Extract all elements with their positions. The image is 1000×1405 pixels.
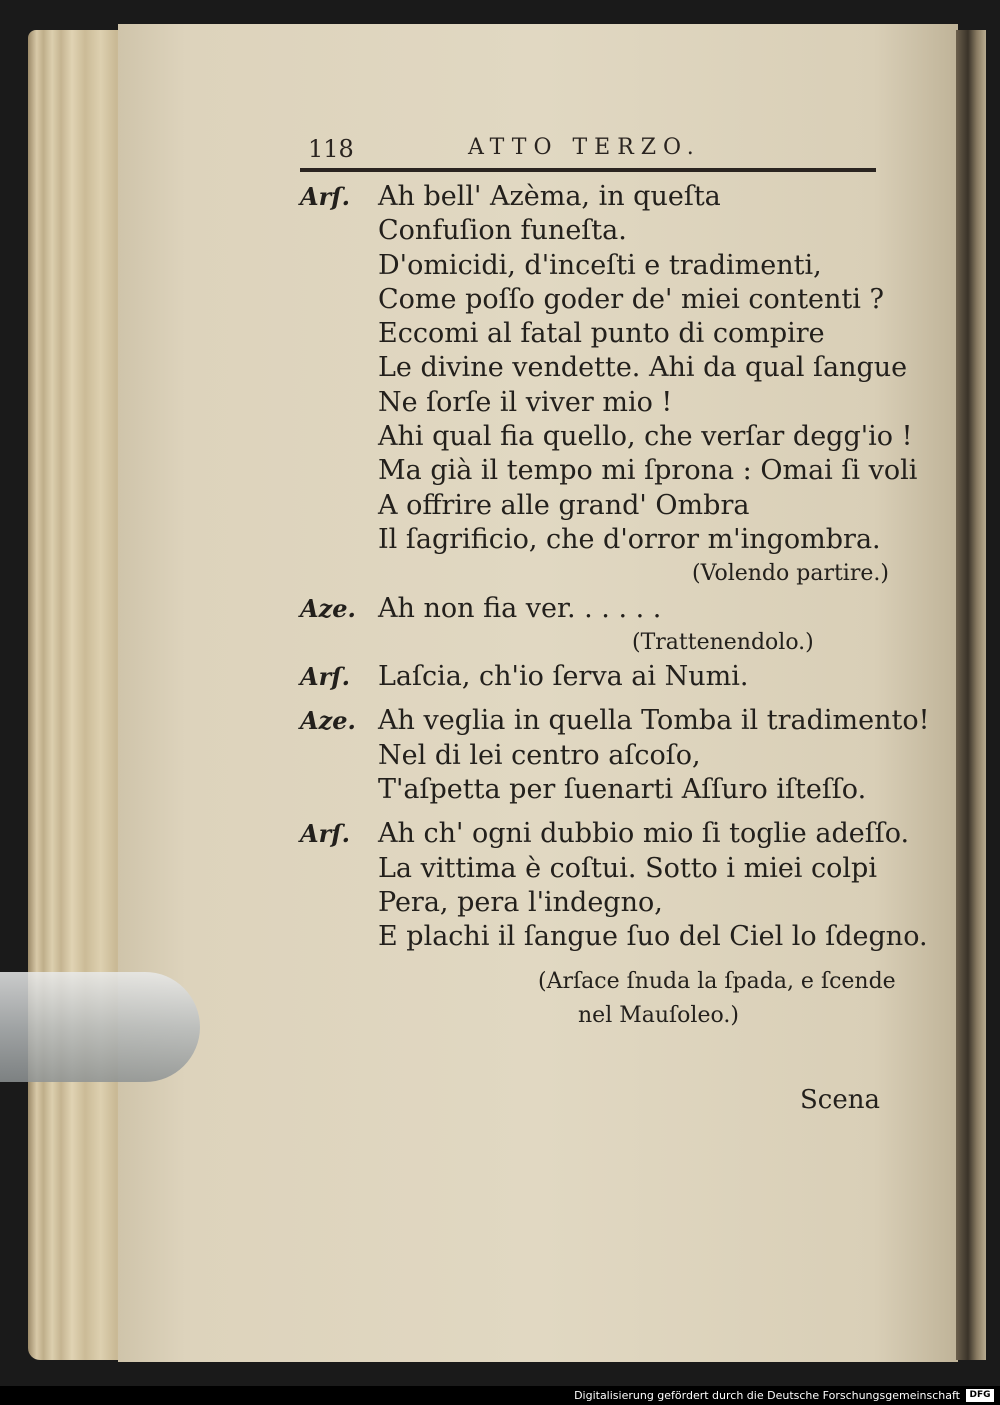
speaker-label: Arſ. <box>300 819 350 849</box>
speech-gap <box>300 955 890 965</box>
funding-credit: Digitalisierung gefördert durch die Deutsche Forschungsgemeinschaft <box>574 1389 960 1402</box>
verse-text: Ma già il tempo mi ſprona : Omai ſi voli <box>378 455 918 487</box>
verse-text: Ah bell' Azèma, in queſta <box>378 181 721 212</box>
verse-text: Ah ch' ogni dubbio mio ſi toglie adeſſo. <box>378 818 910 850</box>
verse-line <box>300 489 890 523</box>
stage-direction: (Volendo partire.) <box>692 561 889 587</box>
verse-text: Nel di lei centro aſcoſo, <box>378 739 701 771</box>
verse-line <box>300 920 928 954</box>
verse-line <box>300 317 890 351</box>
verse-line <box>300 283 890 317</box>
verse-line <box>300 454 918 488</box>
verse-text: Pera, pera l'indegno, <box>378 886 663 918</box>
verse-line <box>300 420 913 454</box>
verse-line <box>300 852 890 886</box>
digitization-footer <box>0 1386 1000 1405</box>
verse-text: T'aſpetta per ſuenarti Aſſuro iſteſſo. <box>378 774 867 806</box>
header-rule <box>300 168 876 172</box>
catchword: Scena <box>800 1085 881 1116</box>
stage-direction: (Trattenendolo.) <box>632 629 814 655</box>
verse-line <box>300 180 890 214</box>
stage-direction: nel Mauſoleo.) <box>578 1002 739 1028</box>
speech-gap <box>300 1053 890 1063</box>
book-gutter <box>956 30 986 1360</box>
verse-text: Come poſſo goder de' miei contenti ? <box>378 283 884 315</box>
verse-line <box>300 817 910 851</box>
speech-gap <box>300 807 890 817</box>
verse-text: Ah non fia ver. . . . . . <box>378 592 662 624</box>
verse-line <box>300 386 890 420</box>
speaker-label: Arſ. <box>300 182 350 211</box>
page-clip <box>0 972 200 1082</box>
verse-line <box>300 214 890 248</box>
page-number: 118 <box>308 135 354 163</box>
verse-line <box>300 249 890 283</box>
verse-text: E plachi il ſangue ſuo del Ciel lo ſdegno. <box>378 921 928 953</box>
verse-text: La vittima è coſtui. Sotto i miei colpi <box>378 852 877 884</box>
stage-direction-line <box>300 965 896 999</box>
speaker-label: Aze. <box>300 593 356 623</box>
stage-direction-line <box>300 557 890 591</box>
verse-text: Ne ſorſe il viver mio ! <box>378 386 673 418</box>
verse-text: A offrire alle grand' Ombra <box>378 489 750 521</box>
stage-direction-line <box>300 999 890 1033</box>
verse-line <box>300 660 890 694</box>
verse-text: Eccomi al fatal punto di compire <box>378 318 825 350</box>
verse-text: Confuſion funeſta. <box>378 215 627 247</box>
verse-text: Il ſagrificio, che d'orror m'ingombra. <box>378 523 881 555</box>
dfg-logo: DFG <box>966 1389 994 1402</box>
page-header <box>300 135 880 171</box>
verse-text: Ahi qual fia quello, che verſar degg'io ! <box>378 421 913 453</box>
verse-line <box>300 523 890 557</box>
running-head: ATTO TERZO. <box>468 135 701 160</box>
speech-gap <box>300 1073 890 1083</box>
speech-gap <box>300 694 890 704</box>
speaker-label: Aze. <box>300 706 356 736</box>
speech-gap <box>300 1033 890 1043</box>
verse-text: D'omicidi, d'inceſti e tradimenti, <box>378 249 822 281</box>
verse-line <box>300 886 890 920</box>
verse-line <box>300 739 890 773</box>
verse-line <box>300 351 908 385</box>
verse-text: Ah veglia in quella Tomba il tradimento! <box>378 705 930 737</box>
verse-line <box>300 592 890 626</box>
play-text <box>300 180 930 1117</box>
speech-gap <box>300 1043 890 1053</box>
stage-direction-line <box>300 626 890 660</box>
verse-text: Le divine vendette. Ahi da qual ſangue <box>378 352 908 384</box>
speech-gap <box>300 1063 890 1073</box>
stage-direction: (Arſace ſnuda la ſpada, e ſcende <box>538 968 896 994</box>
catchword-line <box>300 1083 890 1117</box>
verse-text: Laſcia, ch'io ſerva ai Numi. <box>378 661 749 693</box>
verse-line <box>300 704 930 738</box>
verse-line <box>300 773 890 807</box>
speaker-label: Arſ. <box>300 662 350 692</box>
